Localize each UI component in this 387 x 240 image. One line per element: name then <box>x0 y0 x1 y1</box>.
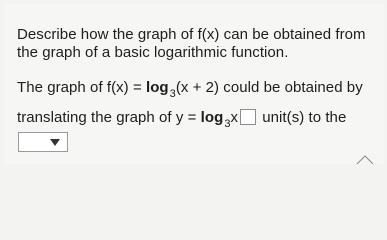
log-base-2: 3 <box>224 118 231 130</box>
line3-prefix: The graph of f(x) = <box>17 79 146 96</box>
question-panel <box>4 4 385 164</box>
question-line-1: Describe how the graph of f(x) can be obtained from <box>17 26 366 43</box>
x-variable: x <box>230 109 239 126</box>
question-line-2: the graph of a basic logarithmic function. <box>17 44 289 61</box>
log-text-2: log <box>200 109 224 126</box>
log-base: 3 <box>169 88 176 100</box>
log-text: log <box>145 79 169 96</box>
line4-suffix: unit(s) to the <box>258 109 347 126</box>
direction-dropdown[interactable] <box>18 132 68 152</box>
line3-suffix: (x + 2) could be obtained by <box>175 79 363 96</box>
units-answer-box[interactable] <box>240 109 256 125</box>
question-line-3 <box>17 79 363 98</box>
question-line-4 <box>17 109 346 128</box>
triangle-down-icon <box>50 139 60 146</box>
line4-prefix: translating the graph of y = <box>17 109 201 126</box>
corner-chevron-icon <box>353 154 383 164</box>
